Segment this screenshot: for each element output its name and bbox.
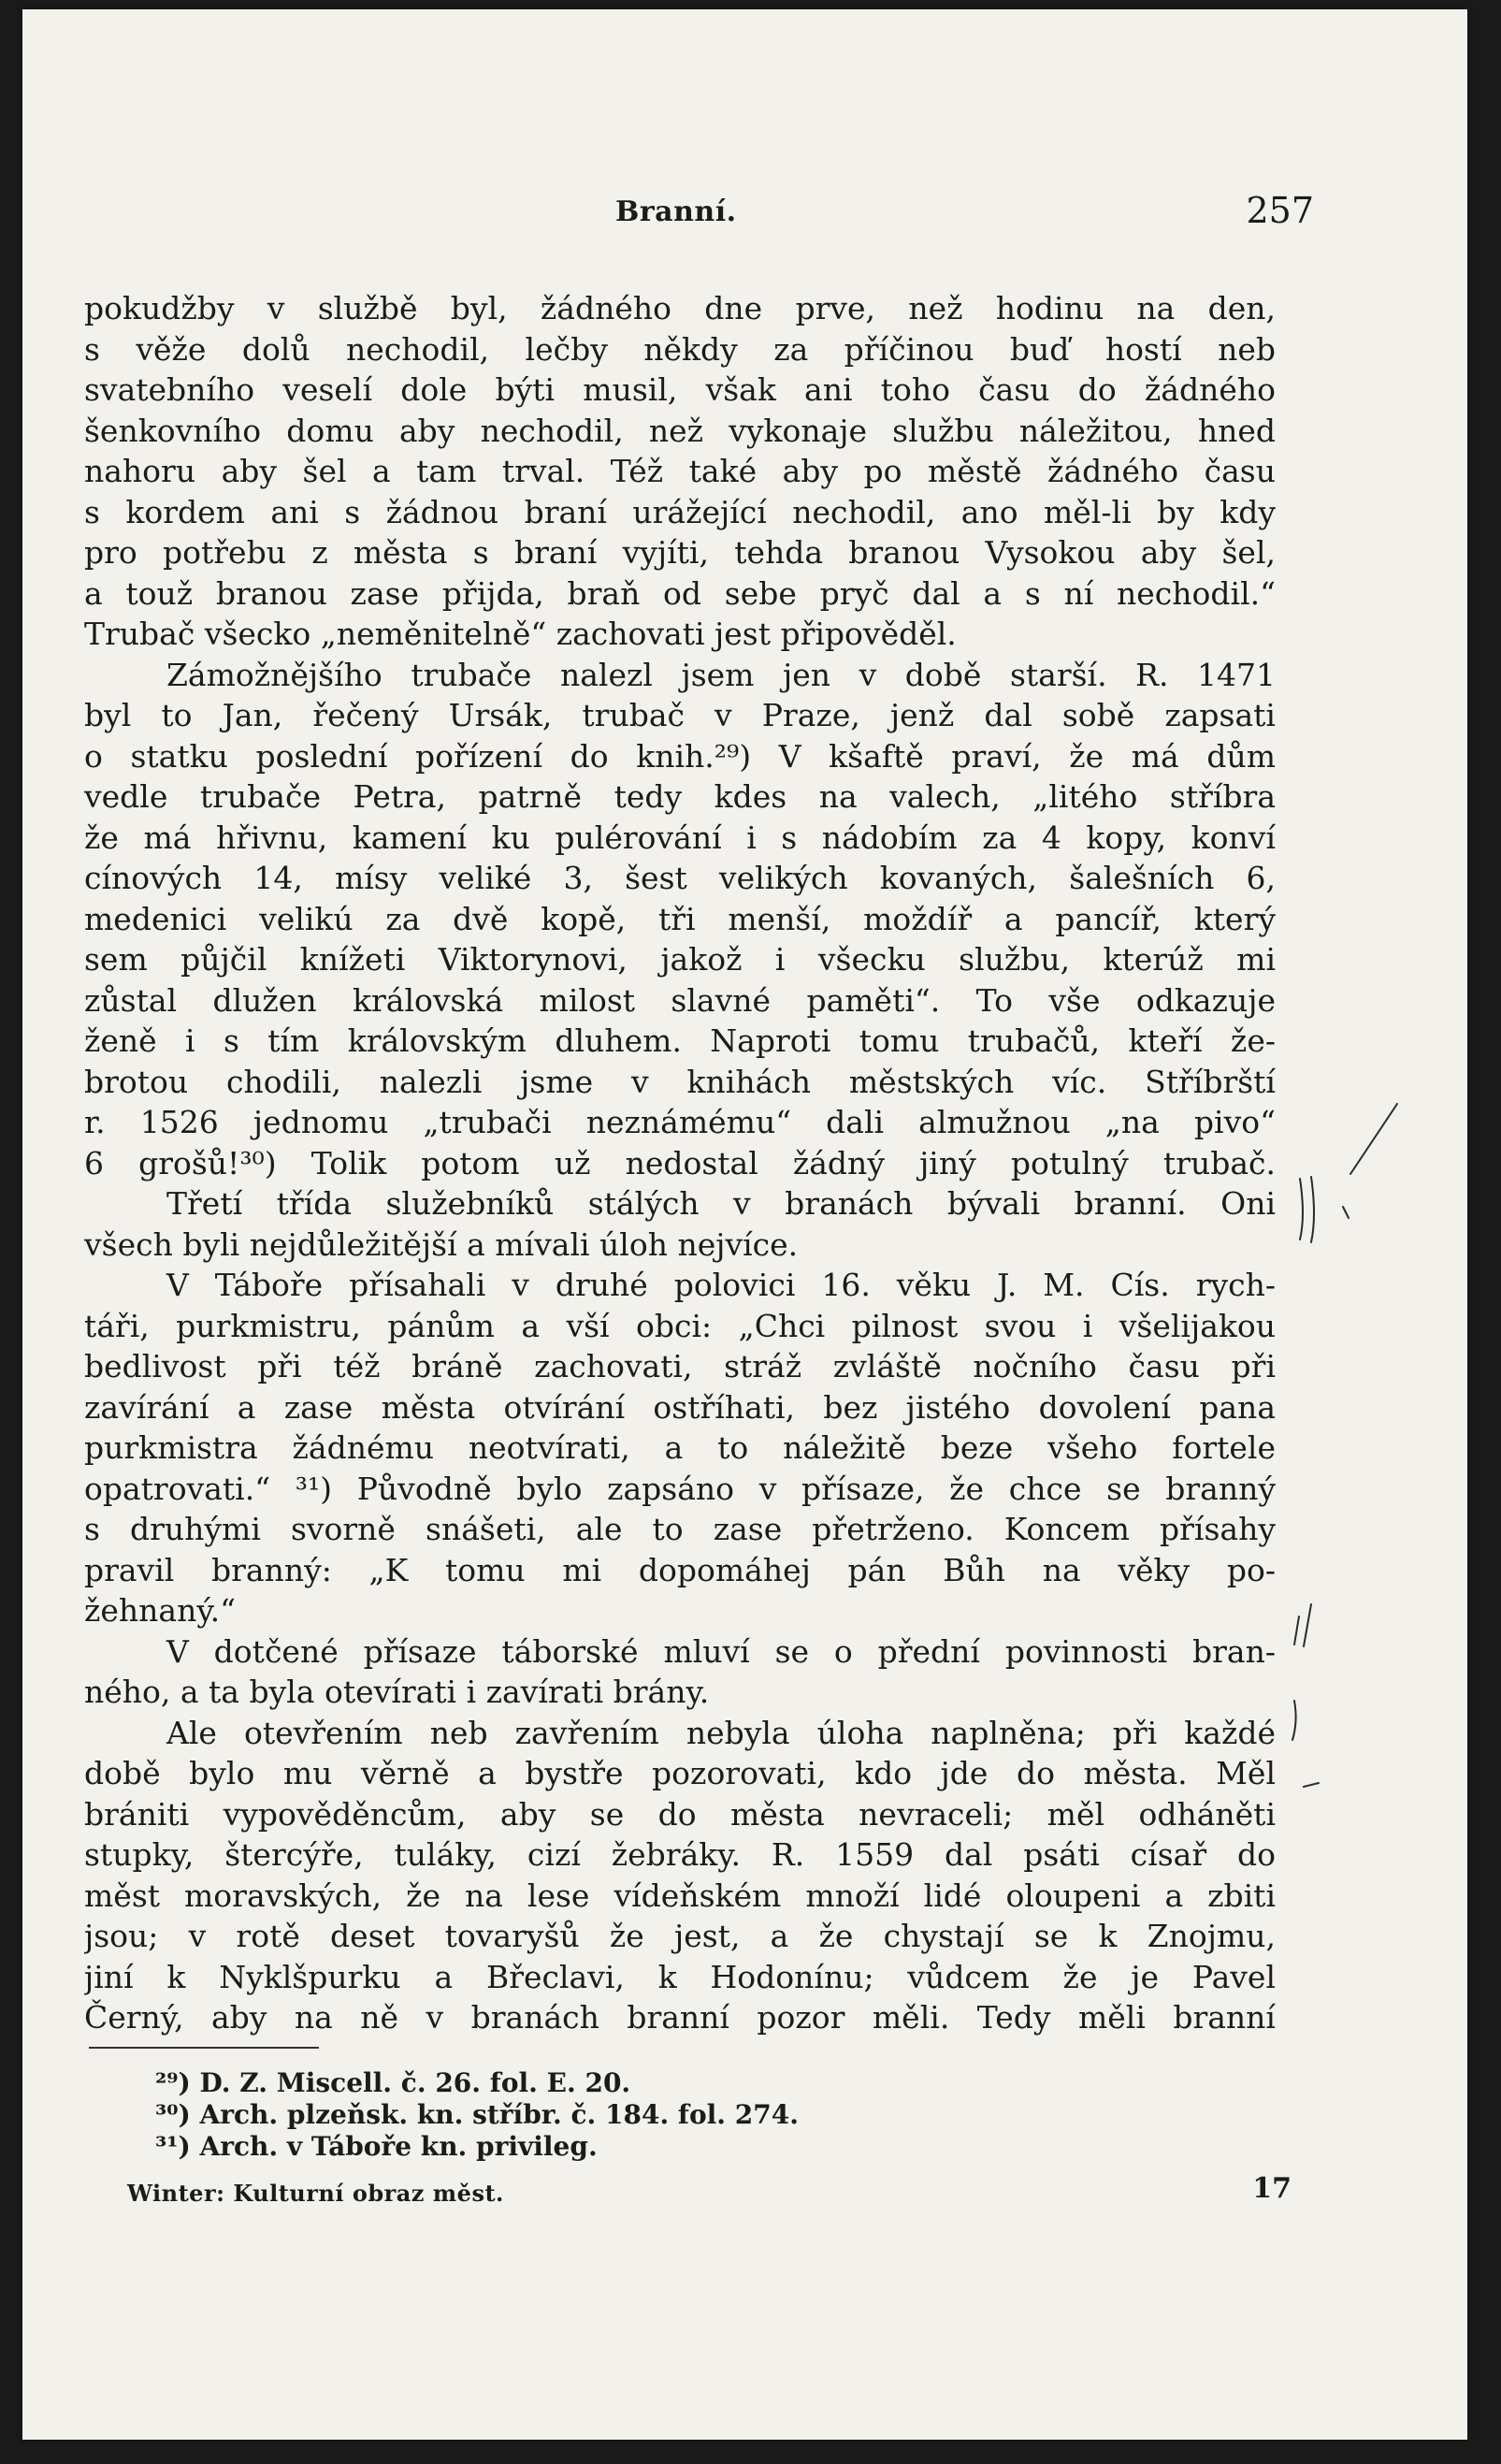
text-line: svatebního veselí dole býti musil, však ani toho času do žádného: [84, 371, 1276, 408]
text-line: V dotčené přísaze táborské mluví se o přední povinnosti bran-: [166, 1632, 1276, 1670]
text-line: jiní k Nyklšpurku a Břeclavi, k Hodonínu; vůdcem že je Pavel: [84, 1958, 1276, 1995]
pencil-mark: [1304, 1604, 1311, 1646]
text-line: s věže dolů nechodil, lečby někdy za příčinou buď hostí neb: [84, 330, 1276, 368]
text-line: s druhými svorně snášeti, ale to zase přetrženo. Koncem přísahy: [84, 1511, 1276, 1547]
text-line: všech byli nejdůležitější a mívali úloh nejvíce.: [84, 1225, 799, 1263]
text-line: purkmistra žádnému neotvírati, a to náležitě beze všeho fortele: [84, 1429, 1276, 1466]
text-line: Ale otevřením neb zavřením nebyla úloha naplněna; při každé: [166, 1714, 1276, 1751]
pencil-mark: [1300, 1179, 1303, 1239]
body-text: [84, 288, 1276, 2038]
text-line: cínových 14, mísy veliké 3, šest velikých kovaných, šalešních 6,: [84, 860, 1276, 896]
pencil-mark: [1350, 1104, 1397, 1174]
footnote: ³⁰) Arch. plzeňsk. kn. stříbr. č. 184. fol. 274.: [155, 2099, 799, 2130]
text-line: byl to Jan, řečený Ursák, trubač v Praze, jenž dal sobě zapsati: [84, 697, 1276, 733]
text-line: V Táboře přísahali v druhé polovici 16. věku J. M. Cís. rych-: [166, 1267, 1276, 1303]
running-header: [110, 190, 1314, 237]
text-line: o statku poslední pořízení do knih.²⁹) V kšaftě praví, že má dům: [84, 737, 1276, 775]
text-line: opatrovati.“ ³¹) Původně bylo zapsáno v přísaze, že chce se branný: [84, 1470, 1276, 1507]
page: [22, 9, 1467, 2440]
text-line: bedlivost při též bráně zachovati, stráž zvláště nočního času při: [84, 1348, 1276, 1384]
text-line: že má hřivnu, kamení ku pulérování i s nádobím za 4 kopy, konví: [84, 819, 1276, 856]
text-line: sem půjčil knížeti Viktorynovi, jakož i všecku službu, kterúž mi: [84, 941, 1276, 978]
text-line: jsou; v rotě deset tovaryšů že jest, a že chystají se k Znojmu,: [84, 1918, 1276, 1954]
text-line: pokudžby v službě byl, žádného dne prve, než hodinu na den,: [84, 290, 1276, 326]
text-line: stupky, štercýře, tuláky, cizí žebráky. R. 1559 dal psáti císař do: [84, 1836, 1276, 1873]
footnotes: [155, 2067, 799, 2163]
page-number: 257: [1246, 190, 1314, 231]
text-line: Trubač všecko „neměnitelně“ zachovati jest připověděl.: [84, 616, 957, 652]
pencil-mark: [1343, 1207, 1349, 1218]
pencil-mark: [1292, 1701, 1296, 1740]
book-signature: Winter: Kulturní obraz měst.: [127, 2180, 504, 2207]
text-line: pravil branný: „K tomu mi dopomáhej pán Bůh na věky po-: [84, 1551, 1276, 1588]
footnote-rule: [89, 2047, 319, 2049]
text-line: Třetí třída služebníků stálých v branách bývali branní. Oni: [166, 1185, 1276, 1222]
text-line: pro potřebu z města s braní vyjíti, tehda branou Vysokou aby šel,: [84, 534, 1276, 571]
text-line: šenkovního domu aby nechodil, než vykonaje službu náležitou, hned: [84, 412, 1276, 449]
text-line: žehnaný.“: [84, 1592, 236, 1629]
text-line: zůstal dlužen královská milost slavné paměti“. To vše odkazuje: [84, 981, 1276, 1019]
text-line: Zámožnějšího trubače nalezl jsem jen v době starší. R. 1471: [166, 656, 1276, 693]
text-line: r. 1526 jednomu „trubači neznámému“ dali almužnou „na pivo“: [84, 1104, 1276, 1140]
text-line: zavírání a zase města otvírání ostříhati, bez jistého dovolení pana: [84, 1388, 1276, 1426]
text-line: době bylo mu věrně a bystře pozorovati, kdo jde do města. Měl: [84, 1755, 1276, 1791]
text-line: 6 grošů!³⁰) Tolik potom už nedostal žádný jiný potulný trubač.: [84, 1144, 1276, 1181]
text-line: brotou chodili, nalezli jsme v knihách městských víc. Stříbrští: [84, 1063, 1276, 1100]
text-line: táři, purkmistru, pánům a vší obci: „Chci pilnost svou i všelijakou: [84, 1307, 1276, 1344]
footnote: ²⁹) D. Z. Miscell. č. 26. fol. E. 20.: [155, 2067, 631, 2098]
pencil-mark: [1304, 1783, 1319, 1787]
pencil-mark: [1311, 1177, 1314, 1242]
text-line: ženě i s tím královským dluhem. Naproti tomu trubačů, kteří že-: [84, 1022, 1276, 1059]
text-line: a touž branou zase přijda, braň od sebe pryč dal a s ní nechodil.“: [84, 574, 1276, 612]
text-line: vedle trubače Petra, patrně tedy kdes na valech, „litého stříbra: [84, 778, 1276, 815]
pencil-mark: [1294, 1616, 1299, 1645]
footnote: ³¹) Arch. v Táboře kn. privileg.: [155, 2131, 598, 2162]
sheet-number: 17: [1252, 2172, 1292, 2205]
text-line: s kordem ani s žádnou braní urážející nechodil, ano měl-li by kdy: [84, 493, 1276, 530]
text-line: Černý, aby na ně v branách branní pozor měli. Tedy měli branní: [84, 1999, 1276, 2036]
text-line: ného, a ta byla otevírati i zavírati brány.: [84, 1674, 710, 1710]
text-line: medenici velikú za dvě kopě, tři menší, moždíř a pancíř, který: [84, 900, 1276, 937]
text-line: brániti vypověděncům, aby se do města nevraceli; měl odháněti: [84, 1795, 1276, 1833]
text-line: měst moravských, že na lese vídeňském množí lidé oloupeni a zbiti: [84, 1877, 1276, 1914]
running-title: Branní.: [615, 196, 737, 228]
text-line: nahoru aby šel a tam trval. Též také aby po městě žádného času: [84, 453, 1276, 489]
